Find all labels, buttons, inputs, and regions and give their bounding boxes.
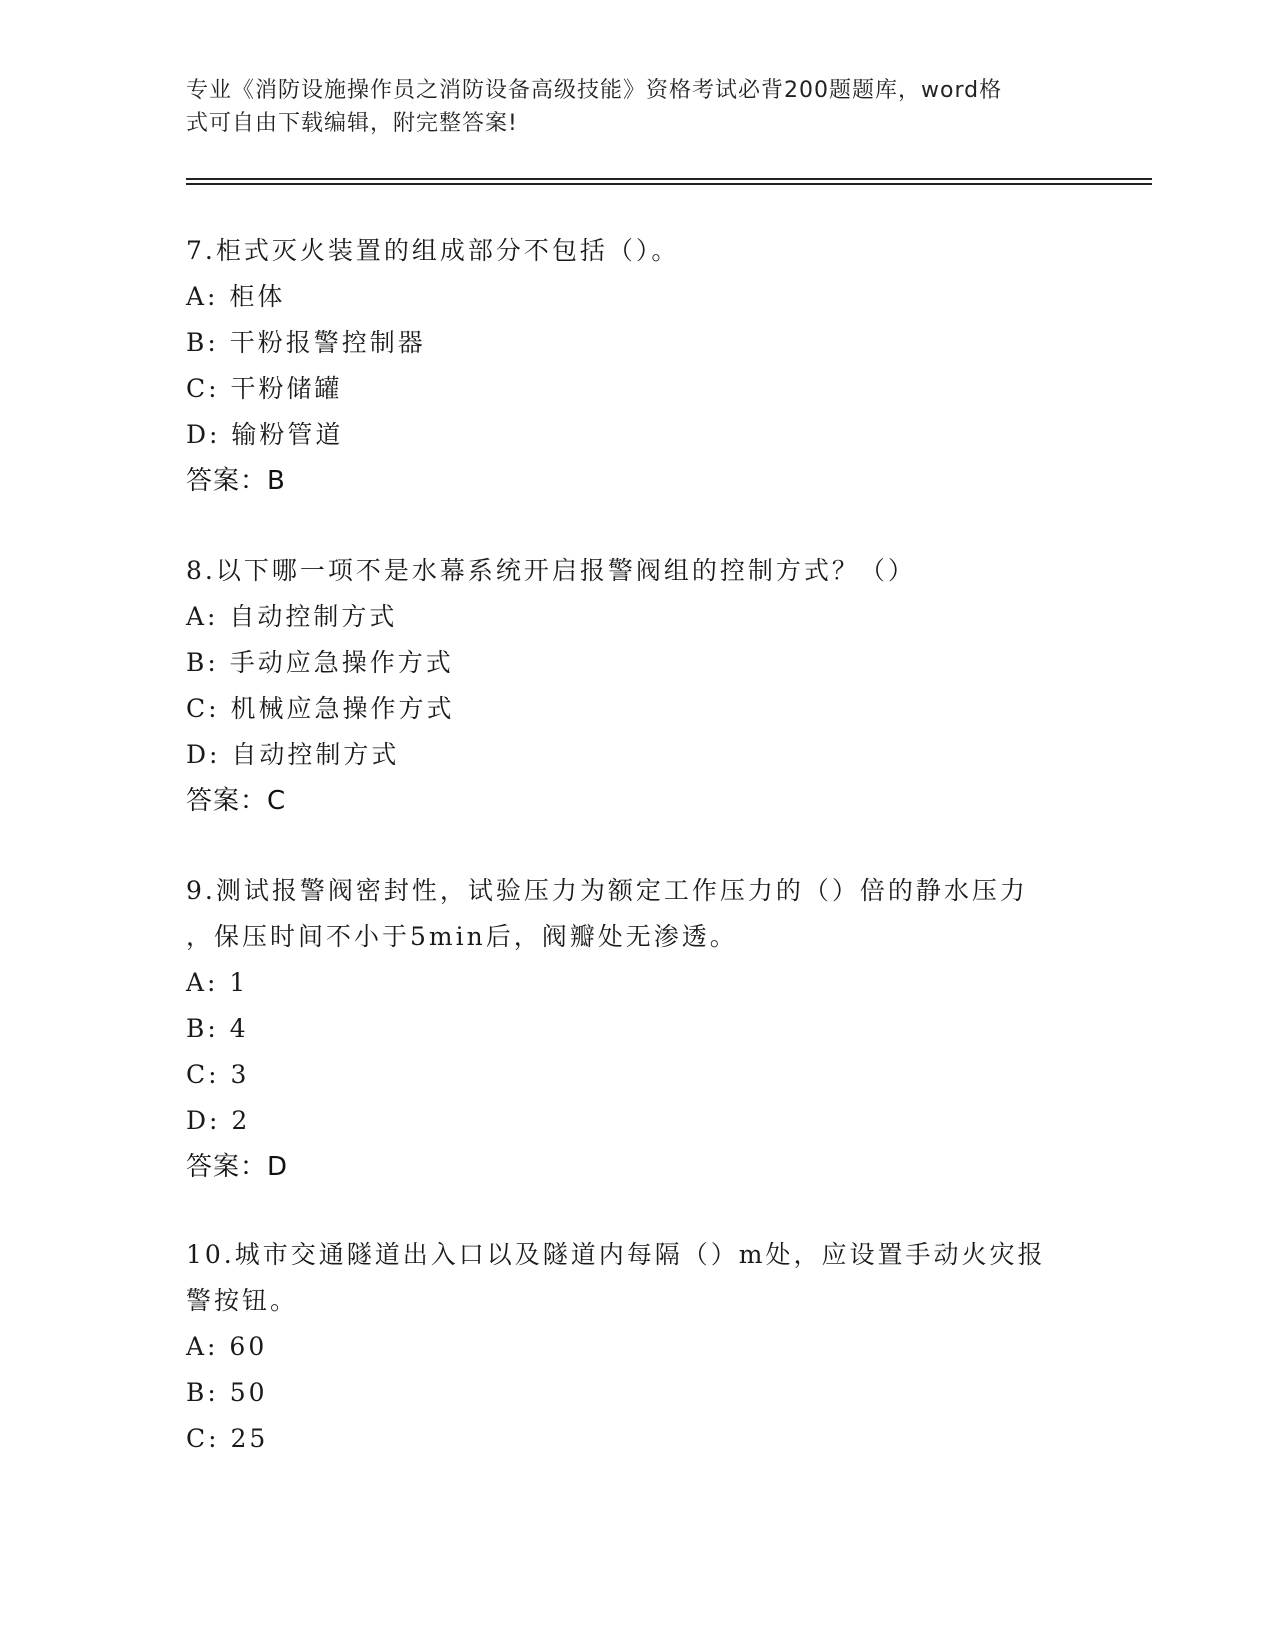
option-a: A: 60	[186, 1332, 268, 1361]
question-stem-line-1: 10.城市交通隧道出入口以及隧道内每隔（）m处，应设置手动火灾报	[186, 1240, 1046, 1269]
answer-line	[186, 1144, 1066, 1190]
option-c: C: 25	[186, 1424, 269, 1453]
option-c: C: 3	[186, 1060, 250, 1089]
header-line-1: 专业《消防设施操作员之消防设备高级技能》资格考试必背200题题库，word格	[186, 78, 1003, 103]
question-stem-line-1: 9.测试报警阀密封性，试验压力为额定工作压力的（）倍的静水压力	[186, 876, 1028, 905]
option-a: A: 柜体	[186, 282, 286, 311]
document-header	[186, 74, 1066, 140]
option-c: C: 干粉储罐	[186, 374, 343, 403]
question-10	[186, 1232, 1066, 1462]
option-b: B: 50	[186, 1378, 268, 1407]
option-b: B: 手动应急操作方式	[186, 648, 454, 677]
option-d: D: 输粉管道	[186, 420, 344, 449]
question-stem: 8.以下哪一项不是水幕系统开启报警阀组的控制方式？（）	[186, 556, 916, 585]
answer-line	[186, 778, 1066, 824]
answer-line	[186, 458, 1066, 504]
answer-value: D	[267, 1152, 288, 1182]
question-8	[186, 548, 1066, 824]
header-divider-bottom	[186, 183, 1152, 185]
answer-label: 答案：	[186, 786, 268, 816]
option-d: D: 2	[186, 1106, 251, 1135]
option-a: A: 1	[186, 968, 249, 997]
header-line-2: 式可自由下载编辑，附完整答案!	[186, 111, 518, 136]
answer-value: C	[267, 786, 286, 816]
option-b: B: 干粉报警控制器	[186, 328, 426, 357]
answer-label: 答案：	[186, 466, 268, 496]
question-7	[186, 228, 1066, 504]
question-stem-line-2: 警按钮。	[186, 1286, 299, 1315]
option-b: B: 4	[186, 1014, 249, 1043]
answer-value: B	[267, 466, 285, 496]
question-9	[186, 868, 1066, 1190]
header-divider-top	[186, 178, 1152, 180]
answer-label: 答案：	[186, 1152, 268, 1182]
option-c: C: 机械应急操作方式	[186, 694, 455, 723]
option-d: D: 自动控制方式	[186, 740, 400, 769]
question-stem-line-2: ，保压时间不小于5min后，阀瓣处无渗透。	[186, 922, 738, 951]
option-a: A: 自动控制方式	[186, 602, 398, 631]
question-stem: 7.柜式灭火装置的组成部分不包括（）。	[186, 236, 680, 265]
